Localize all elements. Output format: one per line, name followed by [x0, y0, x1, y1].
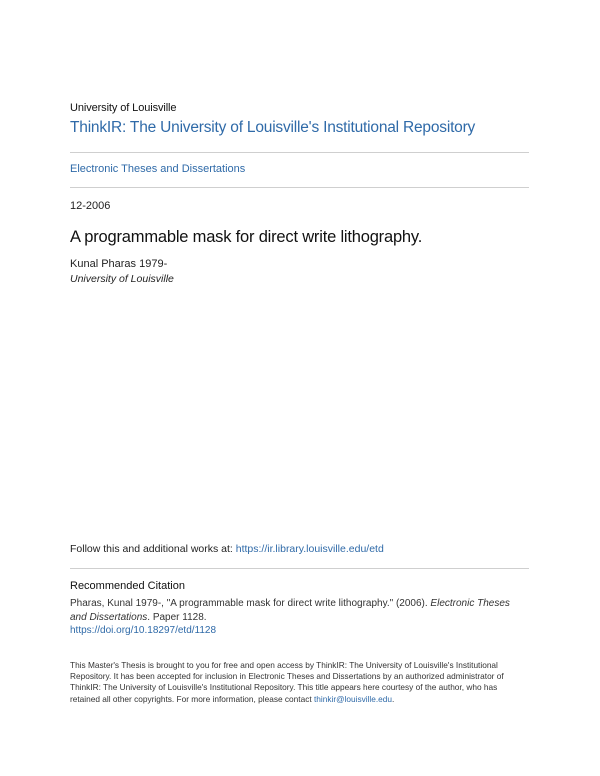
repository-link[interactable]: ThinkIR: The University of Louisville's Institutional Repository: [70, 119, 476, 136]
footer-text: This Master's Thesis is brought to you for free and open access by ThinkIR: The University of Louisville's Institutional Repository. It has been accepted for inclusion in Electronic Theses and Dissertations by an authorized administrator of ThinkIR: The University of Louisville's Institutional Repository. This title appears here courtesy of the author, who has retained all other copyrights. For more information, please contact: [70, 660, 504, 704]
citation-block: [70, 597, 529, 638]
divider-top: [70, 152, 529, 153]
series-link[interactable]: Electronic Theses and Dissertations: [70, 163, 246, 175]
divider-citation: [70, 568, 529, 569]
document-title: A programmable mask for direct write lithography.: [70, 228, 423, 246]
contact-email-link[interactable]: thinkir@louisville.edu: [313, 693, 393, 704]
publication-date: 12-2006: [70, 200, 111, 212]
citation-end: . Paper 1128.: [147, 611, 207, 623]
citation-journal: Electronic Theses and Dissertations: [70, 598, 510, 623]
footer-end: .: [392, 693, 395, 704]
footer-notice: [70, 660, 529, 705]
citation-text: Pharas, Kunal 1979-, "A programmable mask for direct write lithography." (2006).: [70, 598, 431, 609]
author-name: Kunal Pharas 1979-: [70, 258, 168, 270]
doi-link[interactable]: https://doi.org/10.18297/etd/1128: [70, 625, 217, 636]
follow-link[interactable]: https://ir.library.louisville.edu/etd: [235, 543, 384, 555]
follow-line: [70, 543, 384, 555]
citation-heading: Recommended Citation: [70, 580, 185, 592]
divider-bottom: [70, 187, 529, 188]
institution-name: University of Louisville: [70, 102, 177, 114]
follow-prefix: Follow this and additional works at:: [70, 543, 236, 555]
author-affiliation: University of Louisville: [70, 273, 174, 285]
